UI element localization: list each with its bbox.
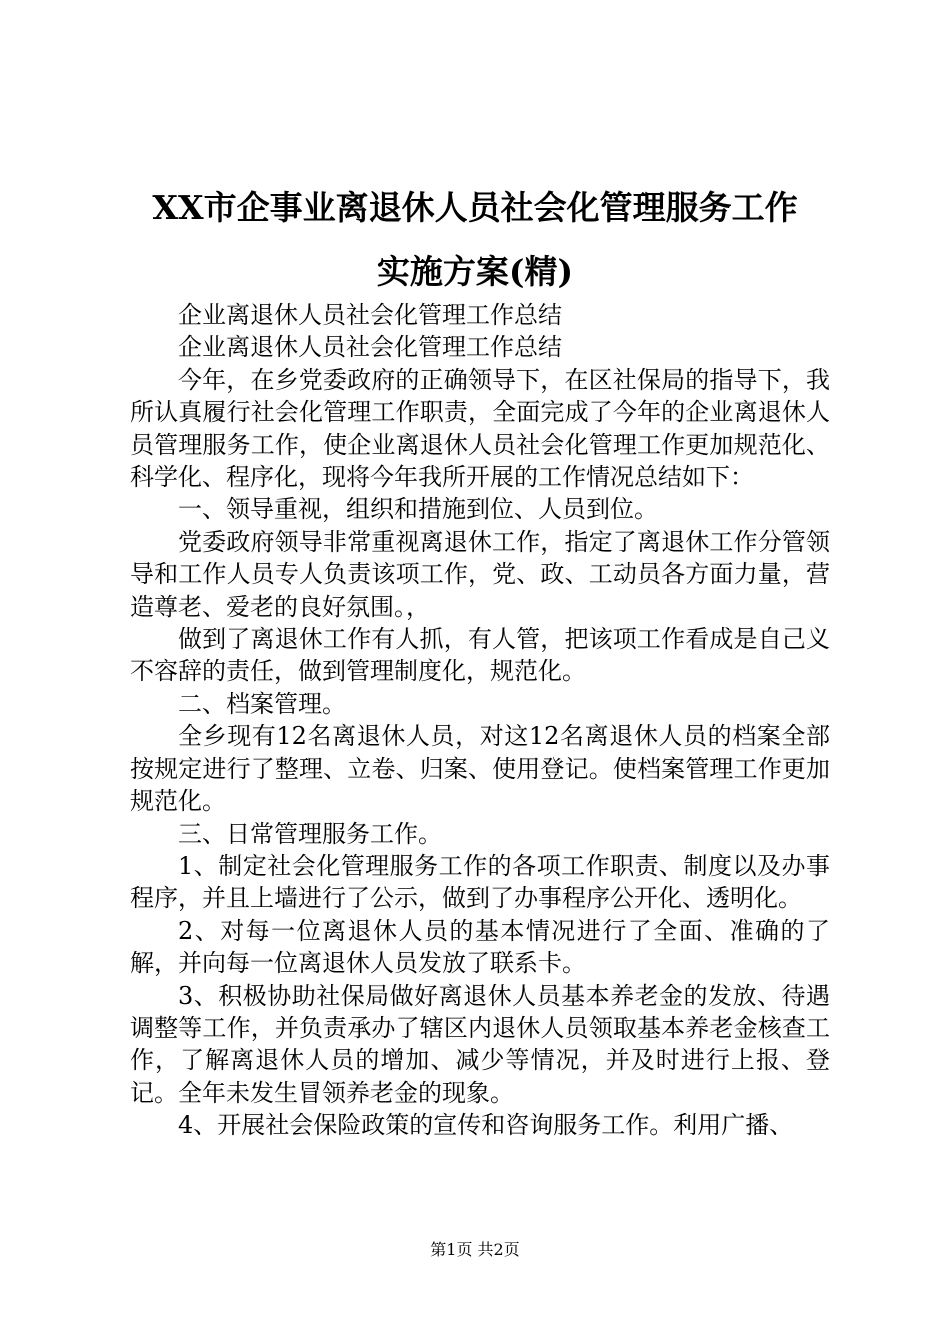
paragraph-intro: 今年，在乡党委政府的正确领导下，在区社保局的指导下，我所认真履行社会化管理工作职责，全面完成了今年的企业离退休人员管理服务工作，使企业离退休人员社会化管理工作更加规范化、科学化、程序化，现将今年我所开展的工作情况总结如下：	[130, 365, 830, 492]
section-heading-1: 一、领导重视，组织和措施到位、人员到位。	[178, 495, 658, 524]
list-item: 4、开展社会保险政策的宣传和咨询服务工作。利用广播、	[178, 1111, 794, 1140]
list-item: 3、积极协助社保局做好离退休人员基本养老金的发放、待遇调整等工作，并负责承办了辖区内退休人员领取基本养老金核查工作，了解离退休人员的增加、减少等情况，并及时进行上报、登记。全年未发生冒领养老金的现象。	[130, 981, 830, 1107]
document-title-line-2: 实施方案(精)	[376, 252, 574, 291]
list-item: 2、对每一位离退休人员的基本情况进行了全面、准确的了解，并向每一位离退休人员发放了联系卡。	[130, 916, 830, 978]
document-body	[130, 299, 830, 1142]
section-heading-3: 三、日常管理服务工作。	[178, 819, 442, 848]
paragraph-subheading: 企业离退休人员社会化管理工作总结	[178, 301, 562, 329]
paragraph: 全乡现有12名离退休人员，对这12名离退休人员的档案全部按规定进行了整理、立卷、归案、使用登记。使档案管理工作更加规范化。	[130, 722, 830, 816]
paragraph-subheading-repeat: 企业离退休人员社会化管理工作总结	[178, 333, 562, 362]
paragraph: 党委政府领导非常重视离退休工作，指定了离退休工作分管领导和工作人员专人负责该项工作，党、政、工动员各方面力量，营造尊老、爱老的良好氛围。，	[130, 527, 830, 621]
list-item: 1、制定社会化管理服务工作的各项工作职责、制度以及办事程序，并且上墙进行了公示，做到了办事程序公开化、透明化。	[130, 851, 830, 913]
page-footer: 第1页 共2页	[430, 1240, 520, 1259]
paragraph: 做到了离退休工作有人抓，有人管，把该项工作看成是自己义不容辞的责任，做到管理制度化，规范化。	[130, 625, 830, 686]
document-title-line-1: XX市企事业离退休人员社会化管理服务工作	[152, 188, 798, 227]
section-heading-2: 二、档案管理。	[178, 689, 346, 718]
